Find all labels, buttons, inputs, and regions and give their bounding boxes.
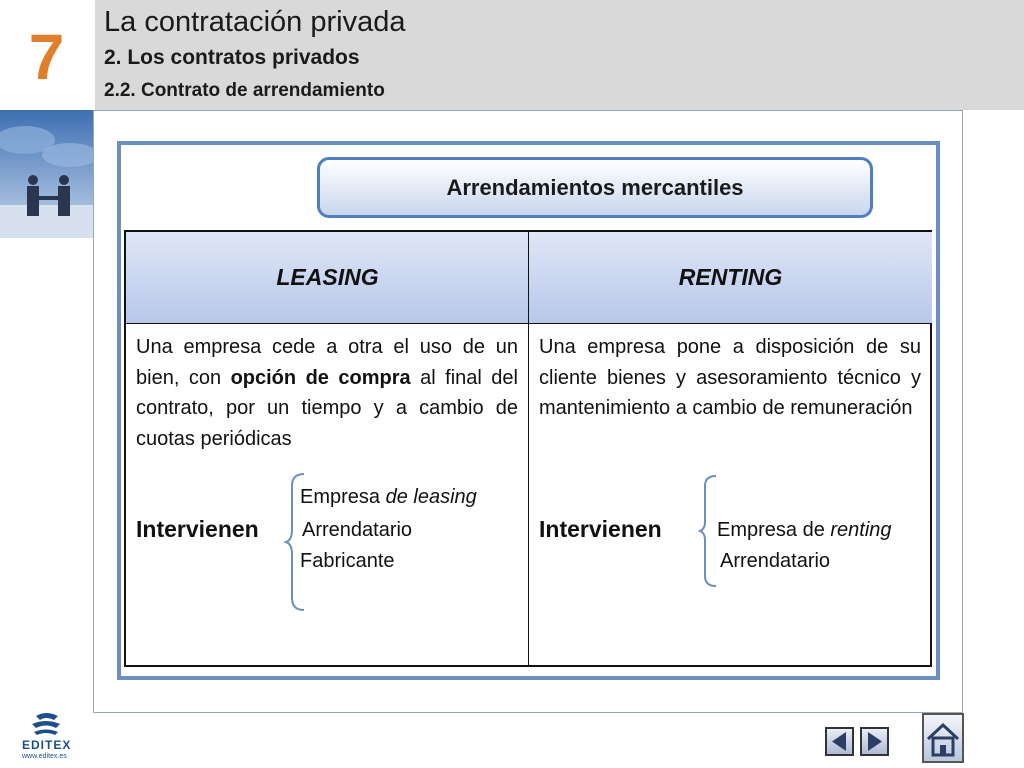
renting-participant-2: Arrendatario [720,550,831,572]
triangle-left-icon [827,729,852,754]
renting-intervienen-label: Intervienen [539,516,662,542]
house-icon [924,715,962,761]
logo-text: EDITEX [22,738,72,752]
comparison-table [124,230,932,667]
banner-label: Arrendamientos mercantiles [446,174,744,200]
logo-url: www.editex.es [22,753,67,760]
previous-slide-button[interactable] [825,727,854,756]
section-title: 2.2. Contrato de arrendamiento [104,80,385,101]
purchase-option-emphasis: opción de compra [230,366,411,389]
renting-participants-brace [698,474,718,588]
leasing-participant-1: Empresa de leasing [300,486,477,508]
leasing-intervienen-label: Intervienen [136,516,259,542]
business-handshake-photo [0,110,93,238]
arrendamientos-banner [317,157,873,218]
renting-participant-1: Empresa de renting [717,519,892,541]
leasing-participant-2: Arrendatario [302,519,413,541]
page-subtitle: 2. Los contratos privados [104,46,360,69]
leasing-header: LEASING [126,232,529,324]
renting-description: Una empresa pone a disposición de su cliente bienes y asesoramiento técnico y mantenimiento a cambio de remuneración [539,336,921,419]
chapter-box [0,0,93,110]
leasing-participant-3: Fabricante [300,550,395,572]
column-divider [528,232,529,665]
next-slide-button[interactable] [860,727,889,756]
page-title: La contratación privada [104,6,406,38]
renting-header: RENTING [529,232,932,324]
triangle-right-icon [862,729,887,754]
leasing-description: Una empresa cede a otra el uso de un bien, con opción de compra al final del contrato, por un tiempo y a cambio de cuotas periódicas [136,336,518,450]
home-button[interactable] [922,713,964,763]
chapter-number: 7 [28,21,65,93]
